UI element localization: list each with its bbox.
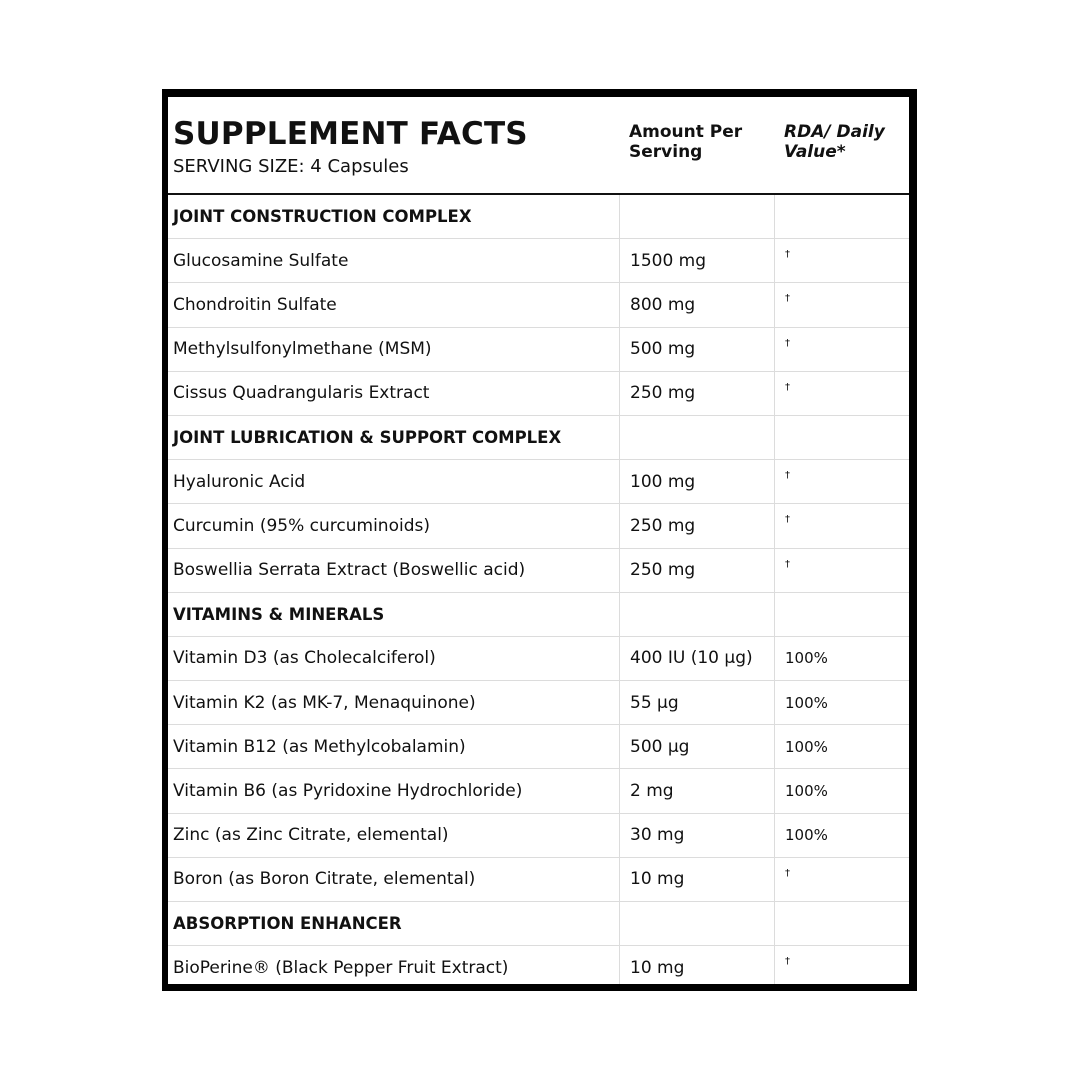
- daily-value-cell: [774, 460, 909, 503]
- dagger-mark: †: [785, 514, 790, 526]
- section-header-row: [168, 902, 909, 946]
- section-header-row: [168, 195, 909, 239]
- dagger-mark: †: [785, 249, 790, 261]
- amount-cell: 250 mg: [619, 372, 774, 415]
- amount-cell: 250 mg: [619, 549, 774, 592]
- table-row: [168, 814, 909, 858]
- ingredient-name: Vitamin B12 (as Methylcobalamin): [173, 736, 466, 757]
- dagger-mark: †: [785, 293, 790, 305]
- daily-value-cell: [774, 372, 909, 415]
- rda-daily-value-header: [784, 122, 885, 162]
- amount-cell: 2 mg: [619, 769, 774, 812]
- amount-cell: 800 mg: [619, 283, 774, 326]
- daily-value-cell: [774, 769, 909, 812]
- ingredient-name: Methylsulfonylmethane (MSM): [173, 339, 432, 360]
- ingredient-name: Vitamin K2 (as MK-7, Menaquinone): [173, 692, 476, 713]
- amount-cell: 500 µg: [619, 725, 774, 768]
- daily-value-cell: [774, 902, 909, 945]
- daily-value-cell: [774, 725, 909, 768]
- dagger-mark: †: [785, 956, 790, 968]
- amount-cell: [619, 902, 774, 945]
- dagger-mark: †: [785, 867, 790, 879]
- table-row: [168, 858, 909, 902]
- amount-cell: 500 mg: [619, 328, 774, 371]
- dagger-mark: †: [785, 470, 790, 482]
- daily-value-text: 100%: [785, 782, 828, 801]
- table-row: [168, 372, 909, 416]
- amount-cell: 100 mg: [619, 460, 774, 503]
- section-title: JOINT CONSTRUCTION COMPLEX: [173, 207, 472, 227]
- ingredient-name: Zinc (as Zinc Citrate, elemental): [173, 825, 449, 846]
- table-row: [168, 681, 909, 725]
- daily-value-cell: [774, 416, 909, 459]
- daily-value-text: 100%: [785, 737, 828, 756]
- ingredient-name: Boron (as Boron Citrate, elemental): [173, 869, 476, 890]
- amount-cell: [619, 416, 774, 459]
- section-header-row: [168, 416, 909, 460]
- rda-header-line2: Value*: [784, 142, 846, 162]
- table-row: [168, 328, 909, 372]
- daily-value-cell: [774, 593, 909, 636]
- table-row: [168, 239, 909, 283]
- table-row: [168, 725, 909, 769]
- amount-cell: 55 µg: [619, 681, 774, 724]
- daily-value-cell: [774, 946, 909, 989]
- amount-cell: 30 mg: [619, 814, 774, 857]
- table-row: [168, 946, 909, 990]
- daily-value-cell: [774, 681, 909, 724]
- dagger-mark: †: [785, 381, 790, 393]
- supplement-facts-panel: [162, 89, 917, 991]
- amount-cell: 1500 mg: [619, 239, 774, 282]
- section-title: JOINT LUBRICATION & SUPPORT COMPLEX: [173, 428, 562, 448]
- facts-table: [168, 195, 909, 990]
- amount-cell: 10 mg: [619, 858, 774, 901]
- daily-value-cell: [774, 637, 909, 680]
- ingredient-name: Hyaluronic Acid: [173, 471, 306, 492]
- ingredient-name: Vitamin D3 (as Cholecalciferol): [173, 648, 436, 669]
- amount-cell: [619, 593, 774, 636]
- table-row: [168, 283, 909, 327]
- section-header-row: [168, 593, 909, 637]
- rda-header-line1: RDA/ Daily: [784, 122, 885, 142]
- serving-size: SERVING SIZE: 4 Capsules: [173, 156, 409, 177]
- section-title: ABSORPTION ENHANCER: [173, 914, 402, 934]
- daily-value-cell: [774, 283, 909, 326]
- daily-value-cell: [774, 549, 909, 592]
- daily-value-text: 100%: [785, 826, 828, 845]
- table-row: [168, 769, 909, 813]
- amount-per-serving-header: [629, 122, 742, 162]
- daily-value-cell: [774, 504, 909, 547]
- ingredient-name: Curcumin (95% curcuminoids): [173, 515, 430, 536]
- ingredient-name: Boswellia Serrata Extract (Boswellic acid): [173, 560, 526, 581]
- table-row: [168, 460, 909, 504]
- table-row: [168, 637, 909, 681]
- daily-value-cell: [774, 858, 909, 901]
- ingredient-name: Glucosamine Sulfate: [173, 250, 349, 271]
- amount-header-line1: Amount Per: [629, 122, 743, 142]
- ingredient-name: BioPerine® (Black Pepper Fruit Extract): [173, 957, 509, 978]
- amount-header-line2: Serving: [629, 142, 703, 162]
- daily-value-text: 100%: [785, 693, 828, 712]
- daily-value-cell: [774, 814, 909, 857]
- facts-header: [168, 97, 909, 195]
- amount-cell: 250 mg: [619, 504, 774, 547]
- page-title: SUPPLEMENT FACTS: [173, 116, 528, 152]
- daily-value-text: 100%: [785, 649, 828, 668]
- daily-value-cell: [774, 195, 909, 238]
- dagger-mark: †: [785, 337, 790, 349]
- amount-cell: [619, 195, 774, 238]
- amount-cell: 10 mg: [619, 946, 774, 989]
- amount-cell: 400 IU (10 µg): [619, 637, 774, 680]
- dagger-mark: †: [785, 558, 790, 570]
- section-title: VITAMINS & MINERALS: [173, 604, 385, 624]
- table-row: [168, 504, 909, 548]
- ingredient-name: Cissus Quadrangularis Extract: [173, 383, 430, 404]
- daily-value-cell: [774, 328, 909, 371]
- ingredient-name: Vitamin B6 (as Pyridoxine Hydrochloride): [173, 781, 523, 802]
- ingredient-name: Chondroitin Sulfate: [173, 294, 337, 315]
- daily-value-cell: [774, 239, 909, 282]
- table-row: [168, 549, 909, 593]
